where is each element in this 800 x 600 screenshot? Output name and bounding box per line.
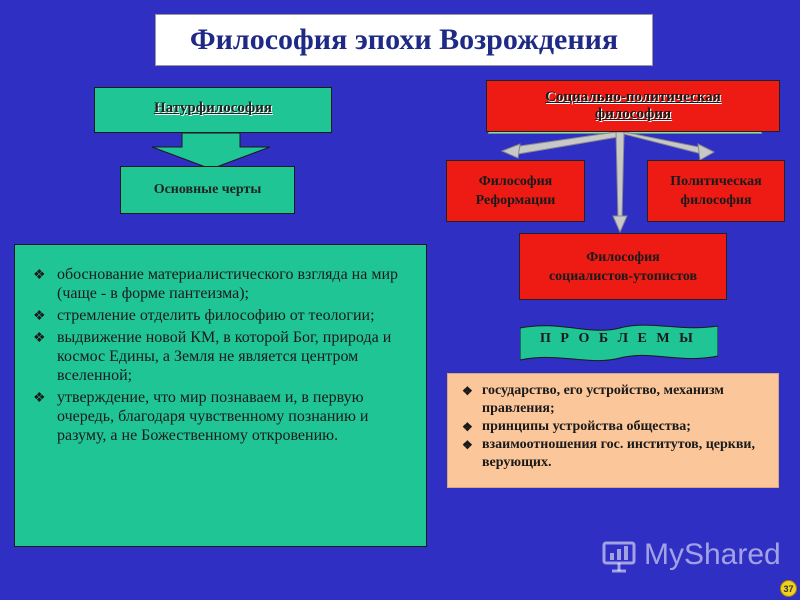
- feature-text: выдвижение новой КМ, в которой Бог, природа и космос Едины, а Земля не является центром вселенной;: [57, 329, 392, 384]
- features-list-box: [14, 244, 427, 547]
- main-features-box: Основные черты: [120, 166, 295, 214]
- social-political-box: [486, 80, 780, 132]
- problem-item: [462, 418, 768, 436]
- bullet-icon: ❖: [462, 420, 473, 434]
- problem-text: принципы устройства общества;: [482, 419, 691, 434]
- utopian-line-1: Философия: [586, 249, 660, 265]
- problem-text: взаимоотношения гос. институтов, церкви, верующих.: [482, 437, 755, 470]
- feature-text: стремление отделить философию от теологии;: [57, 307, 375, 324]
- bullet-icon: ❖: [462, 384, 473, 398]
- social-line-1: Социально-политическая: [545, 89, 721, 105]
- feature-item: [33, 388, 414, 445]
- problems-list: [462, 382, 768, 472]
- page-number-badge: 37: [780, 580, 797, 597]
- social-line-2: философия: [594, 106, 672, 122]
- utopian-line-2: социалистов-утопистов: [548, 268, 698, 284]
- political-line-1: Политическая: [670, 174, 762, 189]
- watermark-text: MyShared: [644, 538, 781, 571]
- reformation-line-2: Реформации: [475, 193, 556, 208]
- bullet-icon: ❖: [33, 268, 46, 283]
- bullet-icon: ❖: [462, 438, 473, 452]
- feature-item: [33, 328, 414, 385]
- reformation-line-1: Философия: [478, 174, 553, 189]
- down-arrow-icon: [152, 133, 270, 169]
- bullet-icon: ❖: [33, 391, 46, 406]
- problems-box: [447, 373, 779, 488]
- political-box: [647, 160, 785, 222]
- reformation-box: [446, 160, 585, 222]
- bullet-icon: ❖: [33, 309, 46, 324]
- feature-item: [33, 306, 414, 325]
- features-list: [33, 265, 414, 445]
- presentation-icon: [600, 537, 638, 573]
- utopian-box: [519, 233, 727, 300]
- page-title: Философия эпохи Возрождения: [155, 14, 653, 66]
- naturphilosophy-box: Натурфилософия: [94, 87, 332, 133]
- feature-text: утверждение, что мир познаваем и, в первую очередь, благодаря чувственному познанию и разуму, а не Божественному откровению.: [57, 389, 369, 444]
- watermark: [600, 532, 790, 578]
- problem-item: [462, 382, 768, 418]
- bullet-icon: ❖: [33, 331, 46, 346]
- problems-label: П Р О Б Л Е М Ы: [540, 331, 696, 346]
- problem-text: государство, его устройство, механизм правления;: [482, 383, 724, 416]
- problem-item: [462, 436, 768, 472]
- feature-text: обоснование материалистического взгляда на мир (чаще - в форме пантеизма);: [57, 266, 399, 302]
- political-line-2: философия: [680, 193, 752, 208]
- feature-item: [33, 265, 414, 303]
